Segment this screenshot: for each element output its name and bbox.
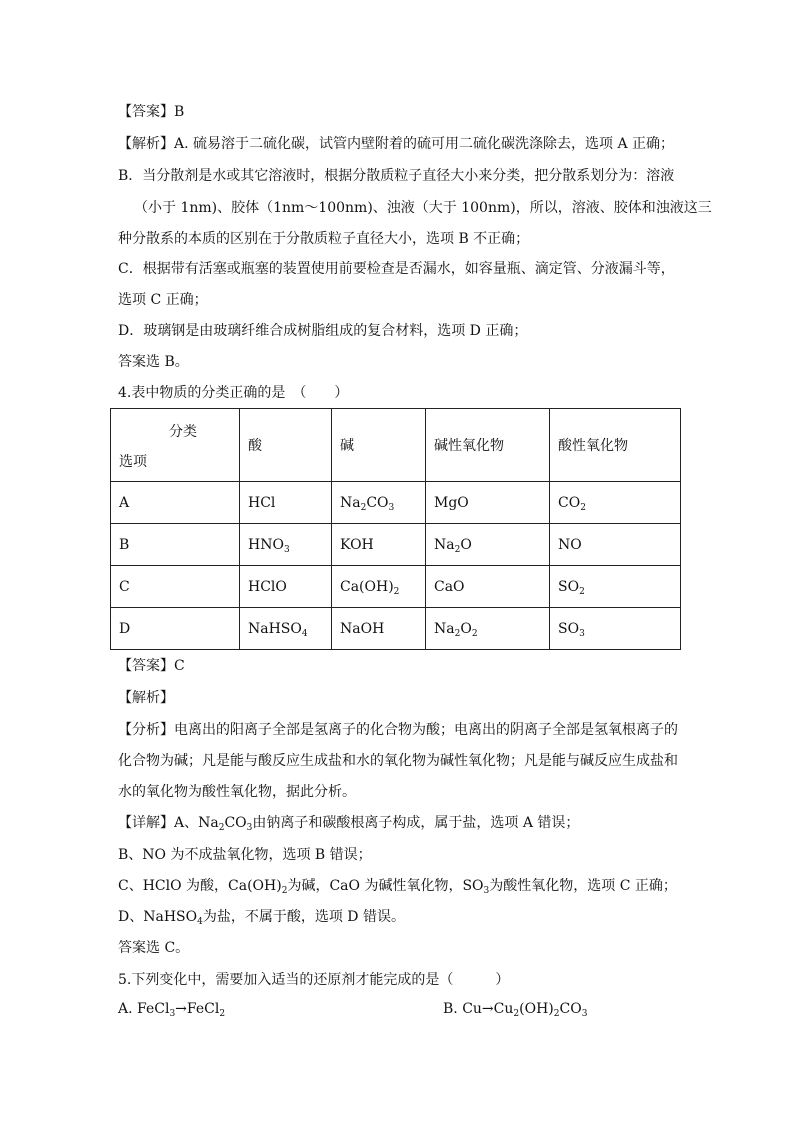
q5-option-a <box>118 1001 225 1017</box>
formula-part: Na <box>434 536 455 553</box>
q4-fenxi-line: 水的氧化物为酸性氧化物，据此分析。 <box>118 784 356 800</box>
formula-part: NO <box>558 536 582 553</box>
formula-subscript: 2 <box>580 502 586 513</box>
table-row <box>111 524 681 566</box>
formula-part: HClO <box>248 578 287 595</box>
detail-text: D、NaHSO <box>118 909 198 925</box>
formula-part: CO <box>366 494 389 511</box>
detail-text: 为酸性氧化物，选项 C 正确； <box>489 878 677 894</box>
formula-part: HNO <box>248 536 284 553</box>
header-base: 碱 <box>332 409 426 482</box>
q4-fenxi-line: 化合物为碱；凡是能与酸反应生成盐和水的氧化物为碱性氧化物；凡是能与碱反应生成盐和 <box>118 753 678 769</box>
q4-fenxi-line: 【分析】电离出的阳离子全部是氢离子的化合物为酸；电离出的阴离子全部是氢氧根离子的 <box>118 722 678 738</box>
formula-part: Na <box>340 494 361 511</box>
formula-subscript: 3 <box>581 1009 588 1019</box>
formula-part: O <box>460 620 472 637</box>
corner-top-label: 分类 <box>169 424 197 440</box>
formula-subscript: 3 <box>169 1009 176 1019</box>
formula-subscript: 2 <box>219 1009 226 1019</box>
header-basic-oxide: 碱性氧化物 <box>426 409 550 482</box>
detail-text: C、HClO 为酸，Ca(OH) <box>118 878 282 894</box>
formula-subscript: 2 <box>513 1009 520 1019</box>
formula-subscript: 3 <box>246 823 253 833</box>
formula-subscript: 2 <box>393 586 400 597</box>
cell-acidic-oxide <box>550 482 681 524</box>
q3-analysis-line: D．玻璃钢是由玻璃纤维合成树脂组成的复合材料，选项 D 正确； <box>118 323 528 339</box>
detail-text: 由钠离子和碳酸根离子构成，属于盐，选项 A 错误； <box>252 815 580 831</box>
formula-part: NaOH <box>340 620 385 637</box>
cell-option: A <box>111 482 240 524</box>
formula-subscript: 4 <box>197 917 203 927</box>
table-row <box>111 608 681 650</box>
classification-table <box>110 408 681 650</box>
detail-text: 为盐，不属于酸，选项 D 错误。 <box>202 909 405 925</box>
cell-base <box>332 608 426 650</box>
formula-subscript: 3 <box>579 628 585 639</box>
option-text: →FeCl <box>175 1001 220 1017</box>
cell-base <box>332 524 426 566</box>
formula-subscript: 2 <box>454 544 461 555</box>
cell-acid <box>240 608 332 650</box>
formula-part: KOH <box>340 536 374 553</box>
detail-text: 【详解】A、Na <box>118 815 219 831</box>
q3-analysis-line: C．根据带有活塞或瓶塞的装置使用前要检查是否漏水，如容量瓶、滴定管、分液漏斗等， <box>118 261 675 277</box>
formula-subscript: 3 <box>483 886 490 896</box>
table-row <box>111 482 681 524</box>
table-header-row <box>111 409 681 482</box>
formula-part: Na <box>434 620 455 637</box>
cell-option: D <box>111 608 240 650</box>
detail-text: CO <box>224 815 247 831</box>
cell-basic-oxide <box>426 608 550 650</box>
cell-basic-oxide <box>426 524 550 566</box>
formula-part: CO <box>558 494 581 511</box>
formula-subscript: 3 <box>388 502 395 513</box>
q5-stem: 5.下列变化中，需要加入适当的还原剂才能完成的是（ ） <box>118 972 510 988</box>
table-row <box>111 566 681 608</box>
q4-detail-b: B、NO 为不成盐氧化物，选项 B 错误； <box>118 847 372 863</box>
q3-conclusion: 答案选 B。 <box>118 354 189 370</box>
q3-answer: 【答案】B <box>118 104 185 120</box>
header-acidic-oxide: 酸性氧化物 <box>550 409 681 482</box>
cell-basic-oxide <box>426 566 550 608</box>
q4-answer: 【答案】C <box>118 658 185 674</box>
option-text: B. Cu→Cu <box>443 1001 514 1017</box>
formula-subscript: 2 <box>553 1009 560 1019</box>
q3-analysis-line: （小于 1nm)、胶体（1nm～100nm)、浊液（大于 100nm)，所以，溶液、胶体和浊液这三 <box>134 200 712 216</box>
detail-text: 为碱，CaO 为碱性氧化物，SO <box>287 878 484 894</box>
q3-analysis-line: 【解析】A. 硫易溶于二硫化碳，试管内壁附着的硫可用二硫化碳洗涤除去，选项 A 正确； <box>118 136 675 152</box>
cell-base <box>332 566 426 608</box>
formula-part: NaHSO <box>248 620 302 637</box>
formula-subscript: 2 <box>360 502 367 513</box>
header-acid: 酸 <box>240 409 332 482</box>
formula-part: Ca(OH) <box>340 578 394 595</box>
formula-part: O <box>460 536 472 553</box>
formula-subscript: 2 <box>579 586 585 597</box>
q4-detail-c <box>118 876 677 896</box>
cell-base <box>332 482 426 524</box>
cell-acidic-oxide <box>550 608 681 650</box>
formula-part: CaO <box>434 578 465 595</box>
q4-detail-a <box>118 813 579 833</box>
cell-option: C <box>111 566 240 608</box>
q4-analysis-title: 【解析】 <box>118 690 174 706</box>
formula-part: HCl <box>248 494 276 511</box>
cell-acidic-oxide <box>550 566 681 608</box>
q3-analysis-line: 种分散系的本质的区别在于分散质粒子直径大小，选项 B 不正确； <box>118 231 530 247</box>
cell-acidic-oxide <box>550 524 681 566</box>
option-text: (OH) <box>519 1001 554 1017</box>
cell-basic-oxide <box>426 482 550 524</box>
formula-subscript: 2 <box>471 628 478 639</box>
option-text: CO <box>559 1001 582 1017</box>
formula-subscript: 2 <box>454 628 461 639</box>
formula-part: MgO <box>434 494 469 511</box>
corner-bottom-label: 选项 <box>119 454 147 470</box>
table-corner-cell <box>111 409 240 482</box>
formula-subscript: 4 <box>301 628 308 639</box>
cell-option: B <box>111 524 240 566</box>
formula-part: SO <box>558 578 580 595</box>
option-text: A. FeCl <box>118 1001 170 1017</box>
q4-conclusion: 答案选 C。 <box>118 940 190 956</box>
cell-acid <box>240 566 332 608</box>
q3-analysis-line: 选项 C 正确； <box>118 292 208 308</box>
formula-subscript: 2 <box>218 823 225 833</box>
formula-subscript: 2 <box>281 886 288 896</box>
cell-acid <box>240 524 332 566</box>
q4-stem: 4.表中物质的分类正确的是 （ ） <box>118 385 349 401</box>
q5-option-b <box>443 1001 587 1017</box>
formula-part: SO <box>558 620 580 637</box>
formula-subscript: 3 <box>283 544 290 555</box>
cell-acid <box>240 482 332 524</box>
q3-analysis-line: B．当分散剂是水或其它溶液时，根据分散质粒子直径大小来分类，把分散系划分为：溶液 <box>118 168 675 184</box>
q4-detail-d <box>118 907 405 927</box>
